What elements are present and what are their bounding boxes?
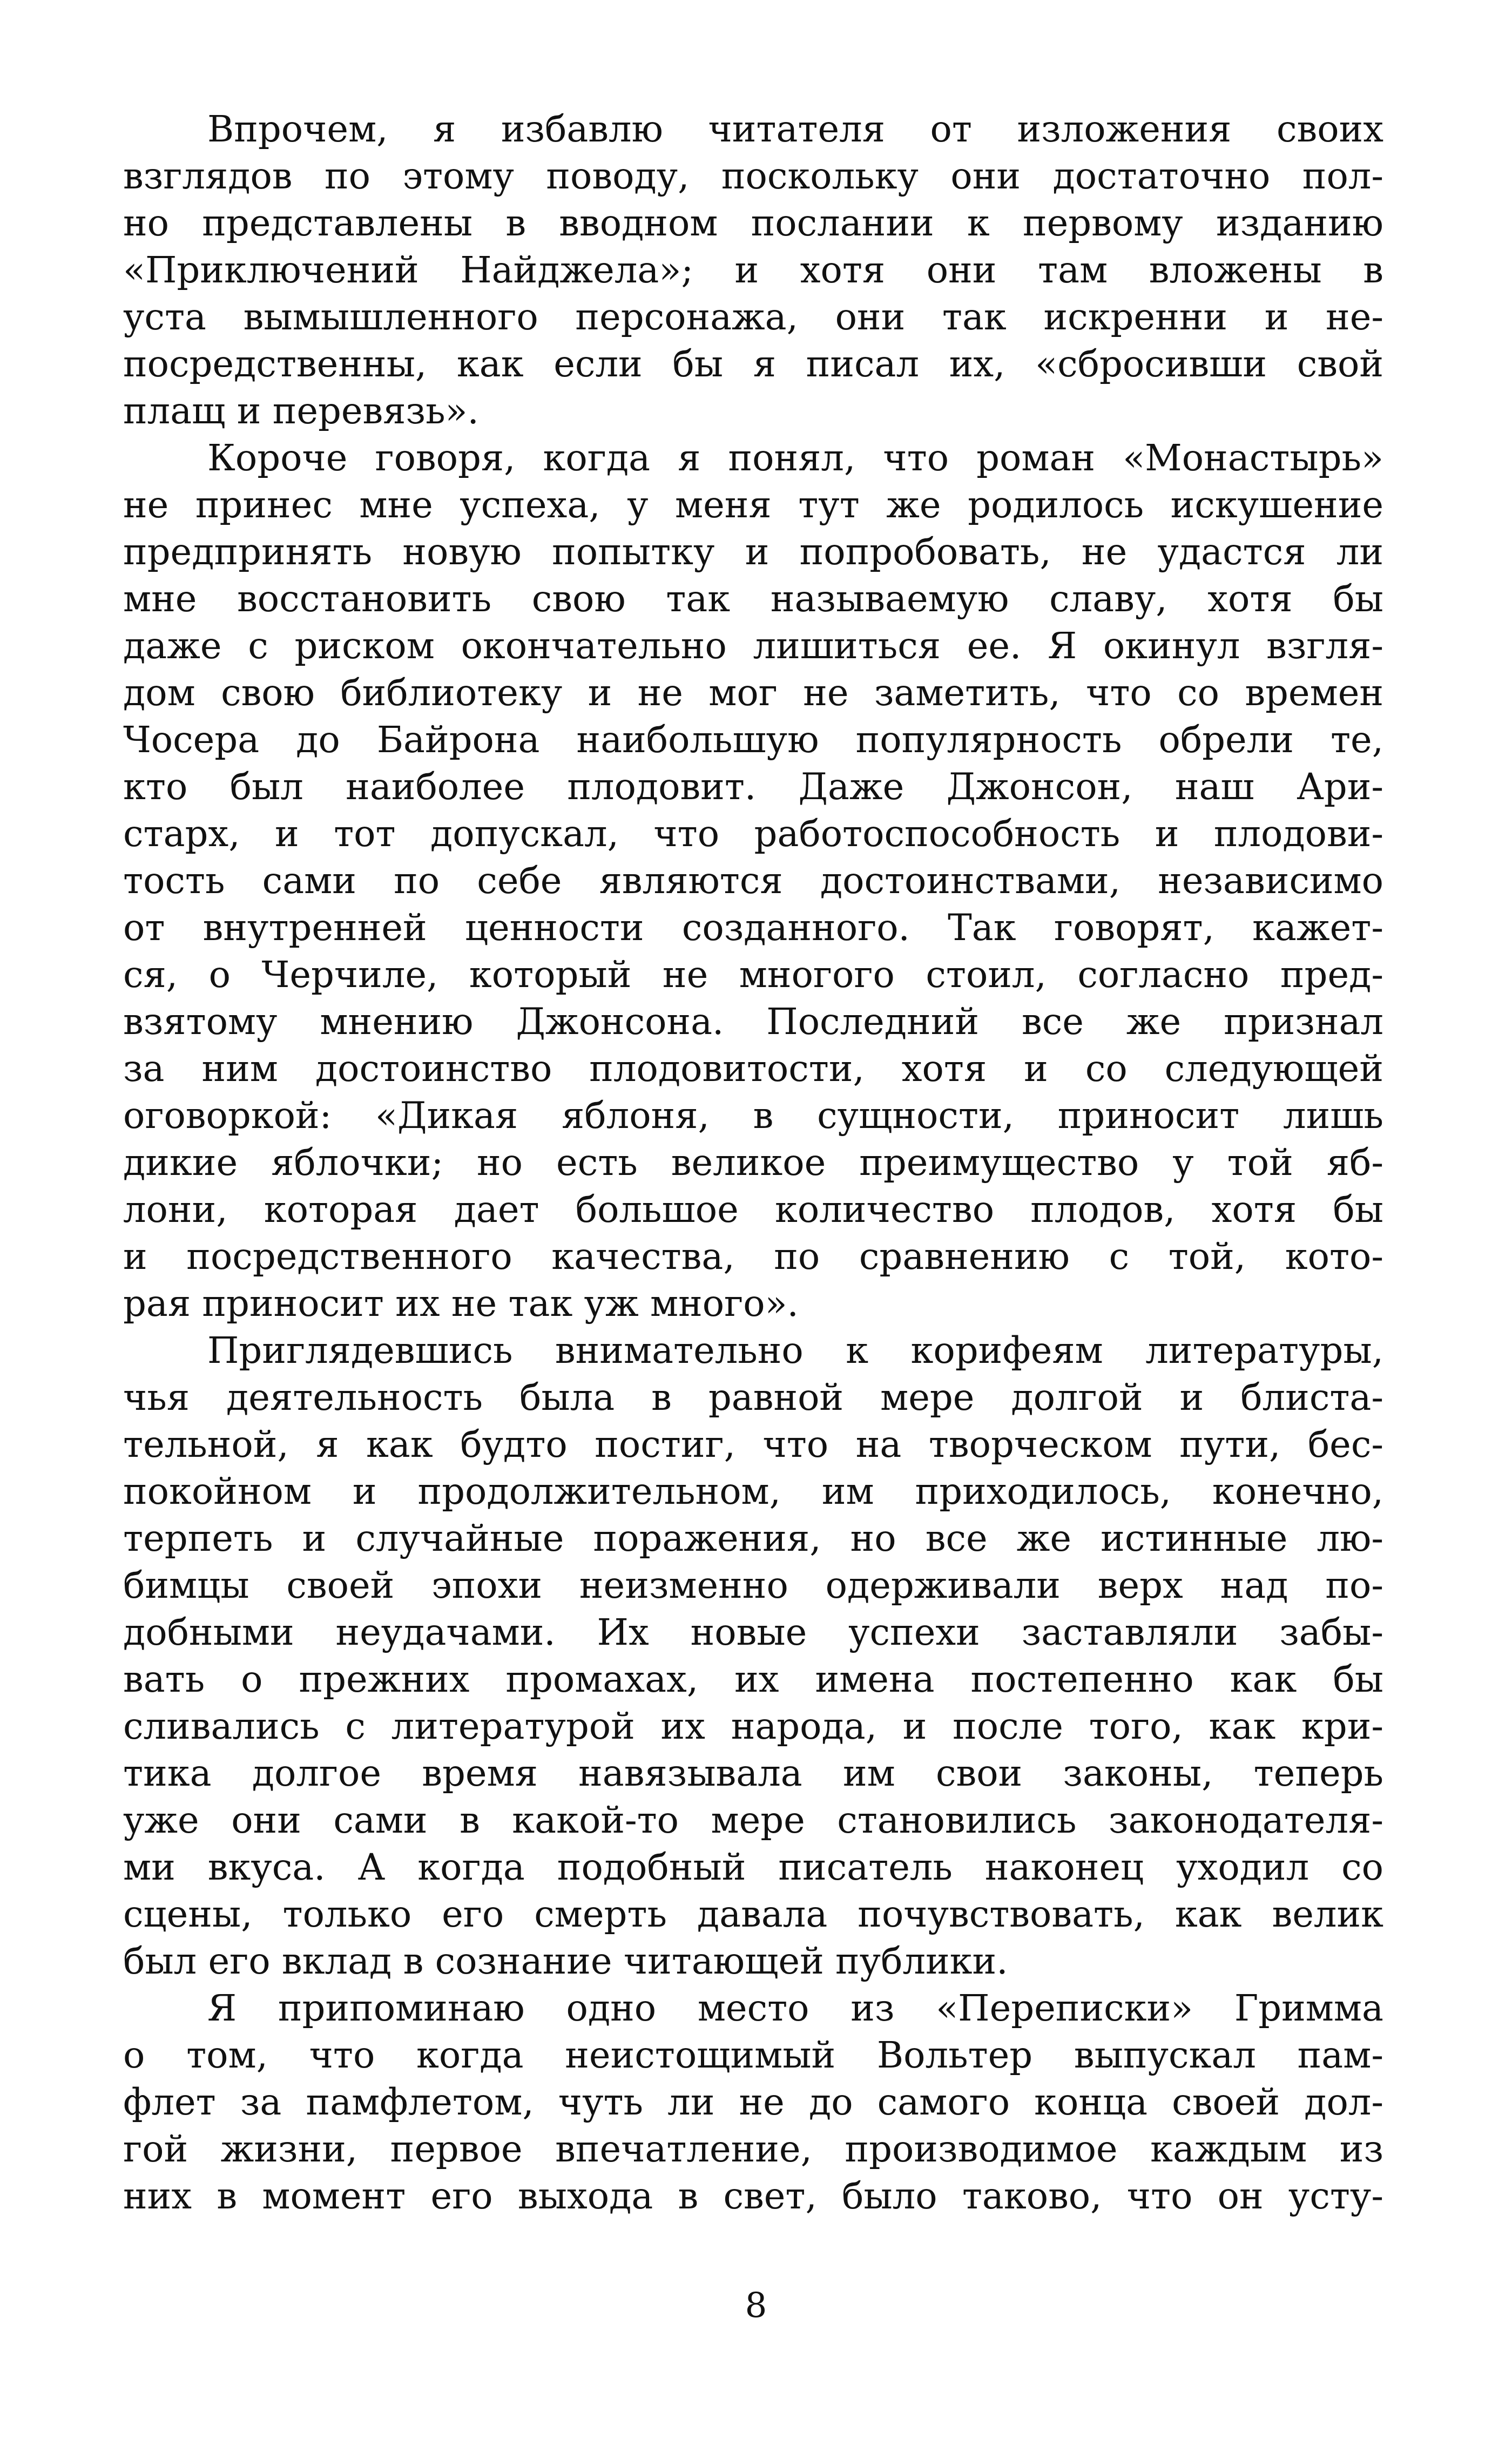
- text-line-34: вать о прежних промахах, их имена постепенно как бы: [123, 1658, 1383, 1700]
- text-line-42: о том, что когда неистощимый Вольтер выпускал пам-: [123, 2034, 1383, 2076]
- text-line-44: гой жизни, первое впечатление, производимое каждым из: [123, 2128, 1383, 2170]
- text-line-32: бимцы своей эпохи неизменно одерживали верх над по-: [123, 1564, 1383, 1606]
- text-line-18: от внутренней ценности созданного. Так говорят, кажет-: [123, 907, 1383, 949]
- text-line-31: терпеть и случайные поражения, но все же истинные лю-: [123, 1517, 1383, 1559]
- text-line-30: покойном и продолжительном, им приходилось, конечно,: [123, 1470, 1383, 1512]
- text-line-28: чья деятельность была в равной мере долгой и блиста-: [123, 1376, 1383, 1418]
- text-line-7: плащ и перевязь».: [123, 390, 479, 432]
- text-line-26: рая приносит их не так уж много».: [123, 1282, 799, 1325]
- text-line-17: тость сами по себе являются достоинствами, независимо: [123, 860, 1383, 902]
- text-line-11: мне восстановить свою так называемую славу, хотя бы: [123, 578, 1383, 620]
- text-line-25: и посредственного качества, по сравнению с той, кото-: [123, 1235, 1383, 1278]
- text-line-10: предпринять новую попытку и попробовать, не удастся ли: [123, 531, 1383, 573]
- text-line-41: Я припоминаю одно место из «Переписки» Гримма: [207, 1987, 1383, 2029]
- text-line-37: уже они сами в какой-то мере становились законодателя-: [123, 1799, 1383, 1841]
- text-line-2: взглядов по этому поводу, поскольку они достаточно пол-: [123, 155, 1383, 197]
- text-line-23: дикие яблочки; но есть великое преимущество у той яб-: [123, 1141, 1383, 1184]
- text-line-3: но представлены в вводном послании к первому изданию: [123, 202, 1383, 244]
- text-line-13: дом свою библиотеку и не мог не заметить, что со времен: [123, 672, 1383, 714]
- text-line-29: тельной, я как будто постиг, что на творческом пути, бес-: [123, 1423, 1383, 1465]
- text-line-35: сливались с литературой их народа, и после того, как кри-: [123, 1705, 1383, 1747]
- text-line-5: уста вымышленного персонажа, они так искренни и не-: [123, 296, 1383, 338]
- text-line-24: лони, которая дает большое количество плодов, хотя бы: [123, 1188, 1383, 1231]
- text-line-14: Чосера до Байрона наибольшую популярность обрели те,: [123, 719, 1383, 761]
- text-line-21: за ним достоинство плодовитости, хотя и со следующей: [123, 1048, 1383, 1090]
- text-line-9: не принес мне успеха, у меня тут же родилось искушение: [123, 484, 1383, 526]
- text-line-20: взятому мнению Джонсона. Последний все же признал: [123, 1001, 1383, 1043]
- text-line-27: Приглядевшись внимательно к корифеям литературы,: [207, 1329, 1383, 1371]
- body-text: [123, 106, 1383, 2220]
- text-line-22: оговоркой: «Дикая яблоня, в сущности, приносит лишь: [123, 1094, 1383, 1137]
- text-line-38: ми вкуса. А когда подобный писатель наконец уходил со: [123, 1846, 1383, 1888]
- text-line-8: Короче говоря, когда я понял, что роман «Монастырь»: [207, 437, 1383, 479]
- text-line-40: был его вклад в сознание читающей публики.: [123, 1940, 1008, 1982]
- text-line-12: даже с риском окончательно лишиться ее. Я окинул взгля-: [123, 625, 1383, 667]
- text-line-33: добными неудачами. Их новые успехи заставляли забы-: [123, 1611, 1383, 1653]
- text-line-45: них в момент его выхода в свет, было таково, что он усту-: [123, 2175, 1383, 2217]
- text-line-15: кто был наиболее плодовит. Даже Джонсон, наш Ари-: [123, 766, 1383, 808]
- page-number: 8: [745, 2286, 767, 2326]
- text-line-6: посредственны, как если бы я писал их, «сбросивши свой: [123, 343, 1383, 385]
- text-line-36: тика долгое время навязывала им свои законы, теперь: [123, 1752, 1383, 1794]
- text-line-43: флет за памфлетом, чуть ли не до самого конца своей дол-: [123, 2081, 1383, 2123]
- text-line-4: «Приключений Найджела»; и хотя они там вложены в: [123, 249, 1383, 291]
- text-line-1: Впрочем, я избавлю читателя от изложения своих: [207, 108, 1383, 150]
- text-line-16: старх, и тот допускал, что работоспособность и плодови-: [123, 813, 1383, 855]
- text-line-19: ся, о Черчиле, который не многого стоил, согласно пред-: [123, 954, 1383, 996]
- text-line-39: сцены, только его смерть давала почувствовать, как велик: [123, 1893, 1383, 1935]
